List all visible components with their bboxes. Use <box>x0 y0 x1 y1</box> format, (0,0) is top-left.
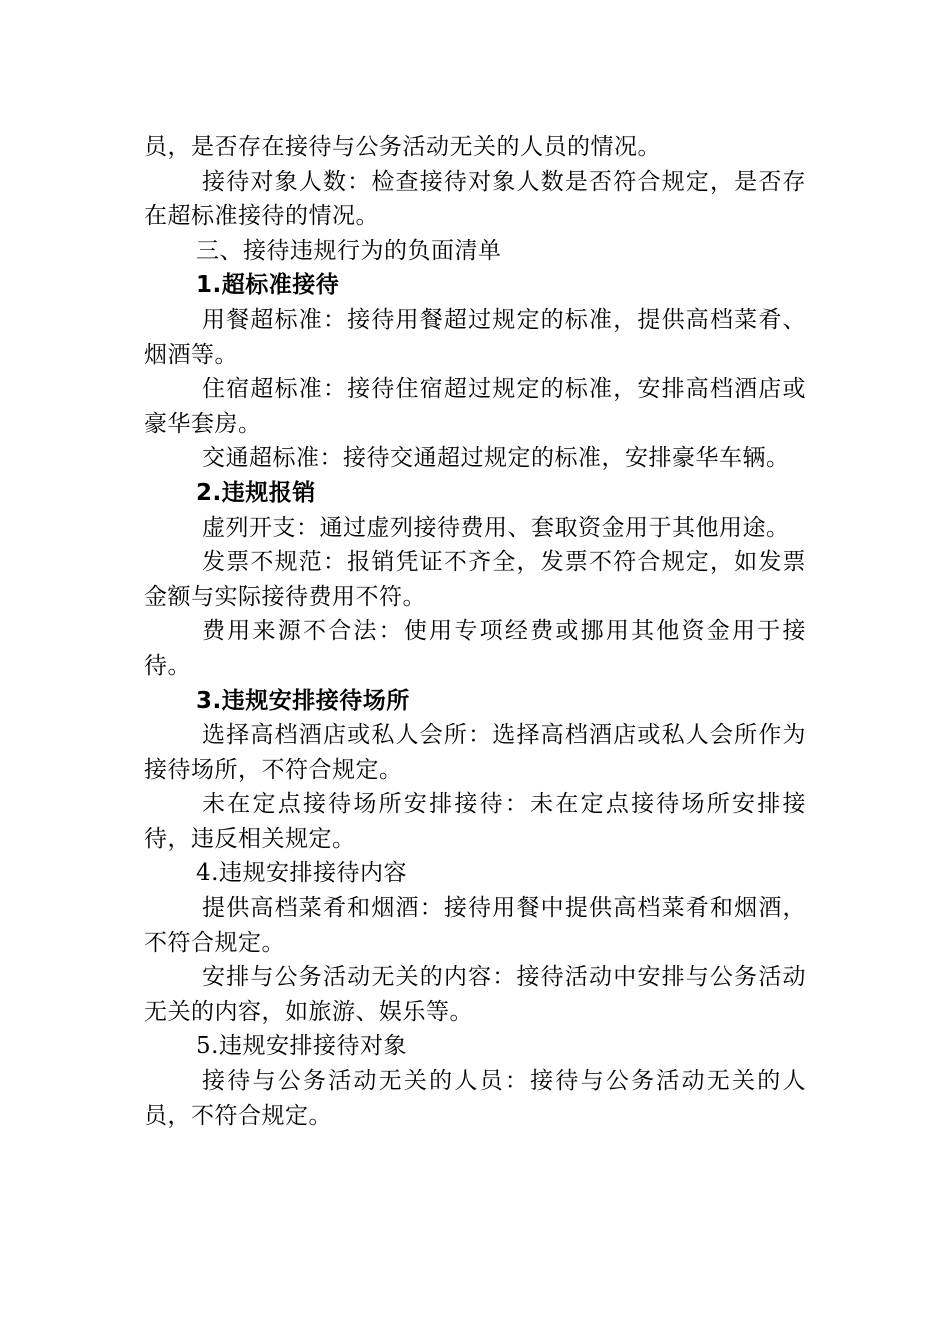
paragraph-continuation: 员，是否存在接待与公务活动无关的人员的情况。 <box>144 134 661 160</box>
subheading-improper-reimbursement: 2.违规报销 <box>196 479 316 506</box>
paragraph-non-designated-venue: 未在定点接待场所安排接待：未在定点接待场所安排接待，违反相关规定。 <box>144 791 806 852</box>
paragraph-false-expenses: 虚列开支：通过虚列接待费用、套取资金用于其他用途。 <box>202 514 790 541</box>
paragraph-unrelated-persons: 接待与公务活动无关的人员：接待与公务活动无关的人员，不符合规定。 <box>144 1068 806 1129</box>
subheading-improper-venue: 3.违规安排接待场所 <box>196 687 410 714</box>
paragraph-dining-over-standard: 用餐超标准：接待用餐超过规定的标准，提供高档菜肴、烟酒等。 <box>144 306 806 368</box>
section-heading-negative-list: 三、接待违规行为的负面清单 <box>196 237 502 264</box>
paragraph-lodging-over-standard: 住宿超标准：接待住宿超过规定的标准，安排高档酒店或豪华套房。 <box>144 376 806 437</box>
paragraph-reception-count: 接待对象人数：检查接待对象人数是否符合规定，是否存在超标准接待的情况。 <box>144 168 806 230</box>
paragraph-luxury-food-tobacco: 提供高档菜肴和烟酒：接待用餐中提供高档菜肴和烟酒，不符合规定。 <box>144 895 806 956</box>
document-page <box>144 130 806 1133</box>
subheading-improper-recipients: 5.违规安排接待对象 <box>196 1033 407 1060</box>
paragraph-irregular-invoice: 发票不规范：报销凭证不齐全，发票不符合规定，如发票金额与实际接待费用不符。 <box>144 549 806 610</box>
paragraph-illegal-fund-source: 费用来源不合法：使用专项经费或挪用其他资金用于接待。 <box>144 618 806 679</box>
subheading-improper-content: 4.违规安排接待内容 <box>196 860 407 887</box>
paragraph-unrelated-activities: 安排与公务活动无关的内容：接待活动中安排与公务活动无关的内容，如旅游、娱乐等。 <box>144 964 806 1025</box>
paragraph-transport-over-standard: 交通超标准：接待交通超过规定的标准，安排豪华车辆。 <box>202 445 790 472</box>
paragraph-luxury-venue: 选择高档酒店或私人会所：选择高档酒店或私人会所作为接待场所，不符合规定。 <box>144 722 806 783</box>
subheading-over-standard: 1.超标准接待 <box>196 272 340 299</box>
